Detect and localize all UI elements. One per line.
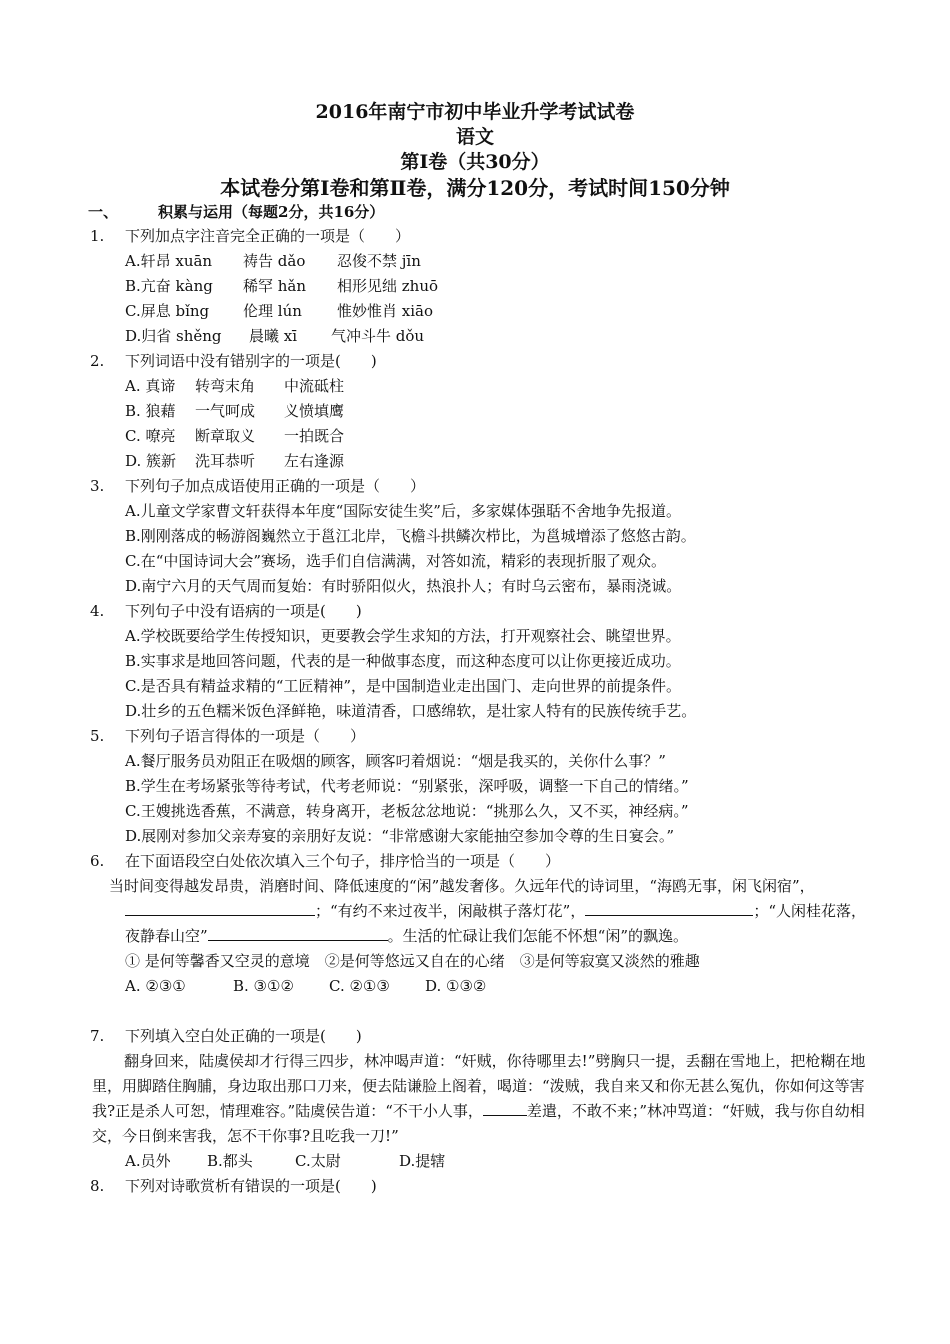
question-3: [0, 474, 950, 499]
option-cell: 洗耳恭听: [195, 452, 256, 470]
option-cell: 忍俊不禁 jīn: [337, 252, 421, 270]
fill-blank: [208, 924, 388, 941]
question-stem: 下列句子语言得体的一项是（ ）: [125, 727, 366, 745]
option-cell: 断章取义: [195, 427, 256, 445]
option-line: A.儿童文学家曹文轩获得本年度“国际安徒生奖”后，多家媒体强聒不舍地争先报道。: [125, 502, 681, 520]
question-number: 6.: [90, 852, 105, 870]
option-line: C.在“中国诗词大会”赛场，选手们自信满满，对答如流，精彩的表现折服了观众。: [125, 552, 667, 570]
option-row: [0, 324, 950, 349]
option-cell: 左右逢源: [284, 452, 345, 470]
question-number: 7.: [90, 1027, 105, 1045]
question-stem: 下列句子加点成语使用正确的一项是（ ）: [125, 477, 426, 495]
answer-option: B. ③①②: [233, 977, 294, 995]
option-cell: 稀罕 hǎn: [243, 277, 307, 295]
option-cell: 伦理 lún: [243, 302, 302, 320]
answer-option: A.员外: [125, 1152, 171, 1170]
option-line: A.学校既要给学生传授知识，更要教会学生求知的方法，打开观察社会、眺望世界。: [125, 627, 681, 645]
answer-row: [0, 974, 950, 999]
exam-note: 本试卷分第Ⅰ卷和第Ⅱ卷，满分120分，考试时间150分钟: [220, 176, 730, 200]
section-title: 积累与运用（每题2分，共16分）: [158, 203, 385, 221]
question-number: 8.: [90, 1177, 105, 1195]
option-line: D.南宁六月的天气周而复始：有时骄阳似火，热浪扑人；有时乌云密布，暴雨浇诚。: [125, 577, 682, 595]
option-row: [0, 424, 950, 449]
question-stem: 下列填入空白处正确的一项是( ): [125, 1027, 362, 1045]
answer-option: A. ②③①: [125, 977, 186, 995]
passage-text: 翻身回来，陆虞侯却才行得三四步，林冲喝声道：“奸贼，你待哪里去!”劈胸只一提，丢翻在雪地上，把枪糊在地里，用脚踏住胸脯，身边取出那口刀来，便去陆谦脸上阁着，喝道：“泼贼，我自来又和你无甚么冤仇，你如何这等害我?正是杀人可恕，情理难容。”陆虞侯告道：“不干小人事，: [92, 1052, 866, 1120]
question-number: 5.: [90, 727, 105, 745]
option-row: [0, 449, 950, 474]
answer-option: B.都头: [207, 1152, 253, 1170]
spacer: [0, 999, 950, 1024]
question-5: [0, 724, 950, 749]
question-stem: 在下面语段空白处依次填入三个句子，排序恰当的一项是（ ）: [125, 852, 561, 870]
option-row: [0, 274, 950, 299]
option-cell: D.归省 shěng: [125, 327, 222, 345]
option-cell: 义愤填鹰: [284, 402, 345, 420]
option-cell: 一拍既合: [284, 427, 345, 445]
exam-title: 2016年南宁市初中毕业升学考试试卷: [315, 101, 635, 123]
option-line: B.实事求是地回答问题，代表的是一种做事态度，而这种态度可以让你更接近成功。: [125, 652, 681, 670]
passage-text: ；“人闲桂花落，夜静春山空”: [125, 902, 867, 945]
option-cell: 气冲斗牛 dǒu: [331, 327, 425, 345]
option-line: D.展刚对参加父亲寿宴的亲朋好友说：“非常感谢大家能抽空参加令尊的生日宴会。”: [125, 827, 675, 845]
section-heading: [88, 201, 384, 223]
passage-text: ；“有约不来过夜半，闲敲棋子落灯花”，: [315, 902, 586, 920]
question-6: [0, 849, 950, 874]
option-cell: 相形见绌 zhuō: [337, 277, 439, 295]
passage-text: 。生活的忙碌让我们怎能不怀想“闲”的飘逸。: [387, 927, 689, 945]
question-number: 1.: [90, 227, 105, 245]
question-number: 2.: [90, 352, 105, 370]
option-line: B.学生在考场紧张等待考试，代考老师说：“别紧张，深呼吸，调整一下自己的情绪。”: [125, 777, 689, 795]
option-cell: 惟妙惟肖 xiāo: [337, 302, 433, 320]
answer-option: C. ②①③: [329, 977, 390, 995]
option-row: [0, 299, 950, 324]
option-cell: 一气呵成: [195, 402, 256, 420]
option-line: C.王嫂挑选香蕉，不满意，转身离开，老板忿忿地说：“挑那么久，又不买，神经病。”: [125, 802, 689, 820]
option-row: [0, 399, 950, 424]
question-stem: 下列句子中没有语病的一项是( ): [125, 602, 362, 620]
question-number: 4.: [90, 602, 105, 620]
option-line: C.是否具有精益求精的“工匠精神”，是中国制造业走出国门、走向世界的前提条件。: [125, 677, 682, 695]
option-cell: 中流砥柱: [284, 377, 345, 395]
option-cell: A. 真谛: [125, 377, 176, 395]
answer-row: [0, 1149, 950, 1174]
answer-option: D. ①③②: [425, 977, 487, 995]
option-line: D.壮乡的五色糯米饭色泽鲜艳，味道清香，口感绵软，是壮家人特有的民族传统手艺。: [125, 702, 697, 720]
exam-subject: 语文: [455, 126, 494, 148]
exam-header: [0, 99, 950, 201]
option-cell: 祷告 dǎo: [243, 252, 306, 270]
option-cell: D. 簇新: [125, 452, 177, 470]
answer-option: D.提辖: [399, 1152, 446, 1170]
exam-volume: 第Ⅰ卷（共30分）: [400, 151, 550, 173]
option-cell: C.屏息 bǐng: [125, 302, 210, 320]
question-number: 3.: [90, 477, 105, 495]
question-stem: 下列词语中没有错别字的一项是( ): [125, 352, 377, 370]
question-1: [0, 224, 950, 249]
option-line: A.餐厅服务员劝阻正在吸烟的顾客，顾客叼着烟说：“烟是我买的，关你什么事？”: [125, 752, 666, 770]
option-cell: 晨曦 xī: [249, 327, 298, 345]
fill-blank: [483, 1099, 527, 1116]
option-line: B.刚刚落成的畅游阁巍然立于邕江北岸，飞檐斗拱鳞次栉比，为邕城增添了悠悠古韵。: [125, 527, 696, 545]
passage-7: [0, 1049, 950, 1149]
option-row: [0, 374, 950, 399]
option-cell: 转弯末角: [195, 377, 256, 395]
passage-6: [0, 874, 950, 949]
sentence-choices: ① 是何等馨香又空灵的意境 ②是何等悠远又自在的心绪 ③是何等寂寞又淡然的雅趣: [125, 952, 700, 970]
passage-text: 差遣，不敢不来；”林冲骂道：“奸贼，我与你自幼相交，今日倒来害我，怎不干你事?且吃我一刀!”: [92, 1102, 865, 1145]
passage-text: 当时间变得越发昂贵，消磨时间、降低速度的“闲”越发奢侈。久远年代的诗词里，“海鸥无事，闲飞闲宿”，: [109, 877, 815, 895]
option-cell: C. 嘹亮: [125, 427, 176, 445]
question-stem: 下列加点字注音完全正确的一项是（ ）: [125, 227, 411, 245]
question-stem: 下列对诗歌赏析有错误的一项是( ): [125, 1177, 377, 1195]
fill-blank: [585, 899, 753, 916]
section-number: 一、: [88, 203, 119, 221]
question-2: [0, 349, 950, 374]
question-8: [0, 1174, 950, 1199]
option-cell: B. 狼藉: [125, 402, 176, 420]
answer-option: C.太尉: [295, 1152, 341, 1170]
option-cell: B.亢奋 kàng: [125, 277, 213, 295]
question-7: [0, 1024, 950, 1049]
fill-blank: [125, 899, 315, 916]
option-cell: A.轩昂 xuān: [125, 252, 213, 270]
question-list: [0, 224, 950, 1199]
question-4: [0, 599, 950, 624]
option-row: [0, 249, 950, 274]
